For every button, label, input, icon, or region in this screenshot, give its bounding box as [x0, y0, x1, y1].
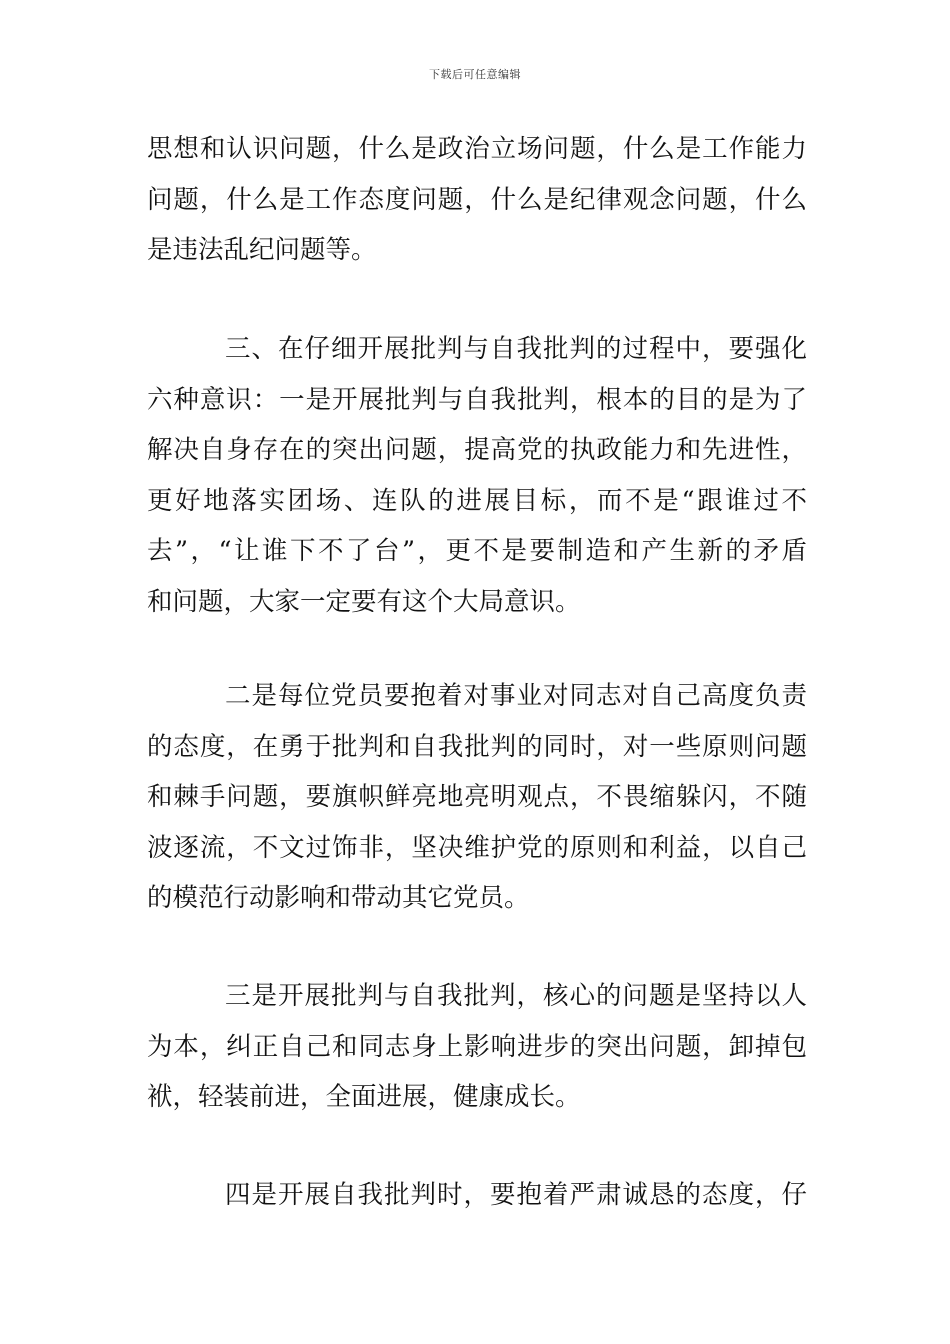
text-line: 解决自身存在的突出问题，提高党的执政能力和先进性，: [147, 435, 807, 465]
text-line: 和问题，大家一定要有这个大局意识。: [147, 586, 581, 617]
paragraph-3: [147, 671, 807, 924]
text-line: 的态度，在勇于批判和自我批判的同时，对一些原则问题: [147, 731, 807, 762]
page-header: 下载后可任意编辑: [429, 68, 521, 81]
text-line: 六种意识：一是开展批判与自我批判，根本的目的是为了: [147, 384, 807, 415]
text-line: 和棘手问题，要旗帜鲜亮地亮明观点，不畏缩躲闪，不随: [147, 782, 807, 812]
text-line: 更好地落实团场、连队的进展目标，而不是“跟谁过不: [147, 485, 807, 516]
text-line: 波逐流，不文过饰非，坚决维护党的原则和利益，以自己: [147, 832, 807, 863]
paragraph-4: [147, 971, 807, 1123]
text-line: 二是每位党员要抱着对事业对同志对自己高度负责: [225, 681, 807, 711]
paragraph-1: [147, 124, 807, 276]
text-line: 思想和认识问题，什么是政治立场问题，什么是工作能力: [147, 134, 807, 164]
text-line: 为本，纠正自己和同志身上影响进步的突出问题，卸掉包: [147, 1031, 807, 1062]
text-line: 四是开展自我批判时，要抱着严肃诚恳的态度，仔: [225, 1180, 807, 1210]
text-line: 三是开展批判与自我批判，核心的问题是坚持以人: [225, 981, 807, 1011]
paragraph-2: [147, 324, 807, 627]
text-line: 去”，“让谁下不了台”，更不是要制造和产生新的矛盾: [147, 536, 807, 566]
text-line: 的模范行动影响和带动其它党员。: [147, 883, 530, 913]
paragraph-5: [147, 1170, 807, 1221]
text-line: 问题，什么是工作态度问题，什么是纪律观念问题，什么: [147, 184, 807, 215]
text-line: 是违法乱纪问题等。: [147, 235, 377, 265]
text-line: 三、在仔细开展批判与自我批判的过程中，要强化: [225, 334, 807, 364]
text-line: 袱，轻装前进，全面进展，健康成长。: [147, 1082, 581, 1112]
